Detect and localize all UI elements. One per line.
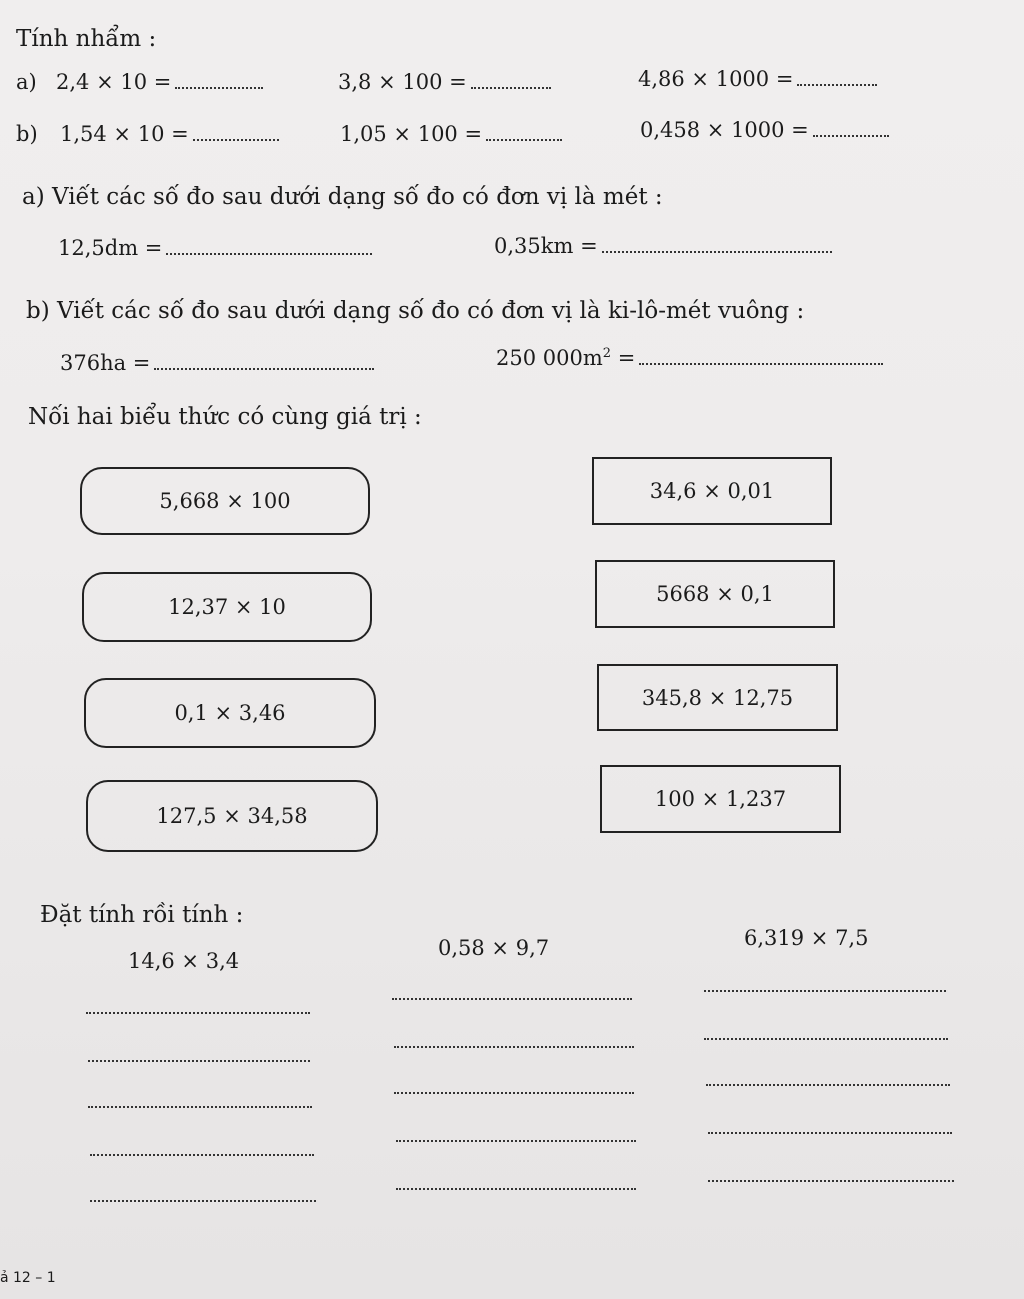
ex4-problem-3: 6,319 × 7,5 xyxy=(744,926,869,950)
answer-line[interactable] xyxy=(708,1132,952,1134)
answer-line[interactable] xyxy=(90,1200,316,1202)
answer-line[interactable] xyxy=(708,1180,954,1182)
ex2-a-item-1: 12,5dm = xyxy=(58,236,372,260)
ex1-b-label: b) xyxy=(16,122,38,146)
answer-line[interactable] xyxy=(394,1092,634,1094)
answer-line[interactable] xyxy=(394,1046,634,1048)
ex2-b-item-2: 250 $000m^2$ = xyxy=(496,346,883,370)
answer-line[interactable] xyxy=(706,1084,950,1086)
ex1-a-item-3: 4,86 × 1000 = xyxy=(638,67,877,91)
right-expression-1[interactable]: 34,6 × 0,01 xyxy=(592,457,832,525)
right-expression-4[interactable]: 100 × 1,237 xyxy=(600,765,841,833)
ex4-title: Đặt tính rồi tính : xyxy=(40,902,244,928)
right-expression-2[interactable]: 5668 × 0,1 xyxy=(595,560,835,628)
ex4-problem-2: 0,58 × 9,7 xyxy=(438,936,550,960)
ex1-b-item-2: 1,05 × 100 = xyxy=(340,122,562,146)
answer-line[interactable] xyxy=(90,1154,314,1156)
ex2-b-item-1: 376ha = xyxy=(60,351,374,375)
ex1-a-item-1: 2,4 × 10 = xyxy=(56,70,263,94)
answer-line[interactable] xyxy=(86,1012,310,1014)
left-expression-4[interactable]: 127,5 × 34,58 xyxy=(86,780,378,852)
left-expression-1[interactable]: 5,668 × 100 xyxy=(80,467,370,535)
answer-line[interactable] xyxy=(88,1060,310,1062)
answer-line[interactable] xyxy=(396,1188,636,1190)
ex3-title: Nối hai biểu thức có cùng giá trị : xyxy=(28,404,422,430)
answer-line[interactable] xyxy=(88,1106,312,1108)
ex1-b-item-1: 1,54 × 10 = xyxy=(60,122,279,146)
page-footer-text: ả 12 – 1 xyxy=(0,1270,56,1286)
ex1-a-item-2: 3,8 × 100 = xyxy=(338,70,551,94)
ex2-a-title: a) Viết các số đo sau dưới dạng số đo có đơn vị là mét : xyxy=(22,184,663,210)
left-expression-2[interactable]: 12,37 × 10 xyxy=(82,572,372,642)
ex1-title: Tính nhẩm : xyxy=(16,26,157,52)
left-expression-3[interactable]: 0,1 × 3,46 xyxy=(84,678,376,748)
ex1-b-item-3: 0,458 × 1000 = xyxy=(640,118,889,142)
right-expression-3[interactable]: 345,8 × 12,75 xyxy=(597,664,838,731)
ex4-problem-1: 14,6 × 3,4 xyxy=(128,949,240,973)
answer-line[interactable] xyxy=(704,990,946,992)
answer-line[interactable] xyxy=(704,1038,948,1040)
ex2-a-item-2: 0,35km = xyxy=(494,234,832,258)
answer-line[interactable] xyxy=(396,1140,636,1142)
answer-line[interactable] xyxy=(392,998,632,1000)
ex1-a-label: a) xyxy=(16,70,37,94)
ex2-b-title: b) Viết các số đo sau dưới dạng số đo có đơn vị là ki-lô-mét vuông : xyxy=(26,298,805,324)
